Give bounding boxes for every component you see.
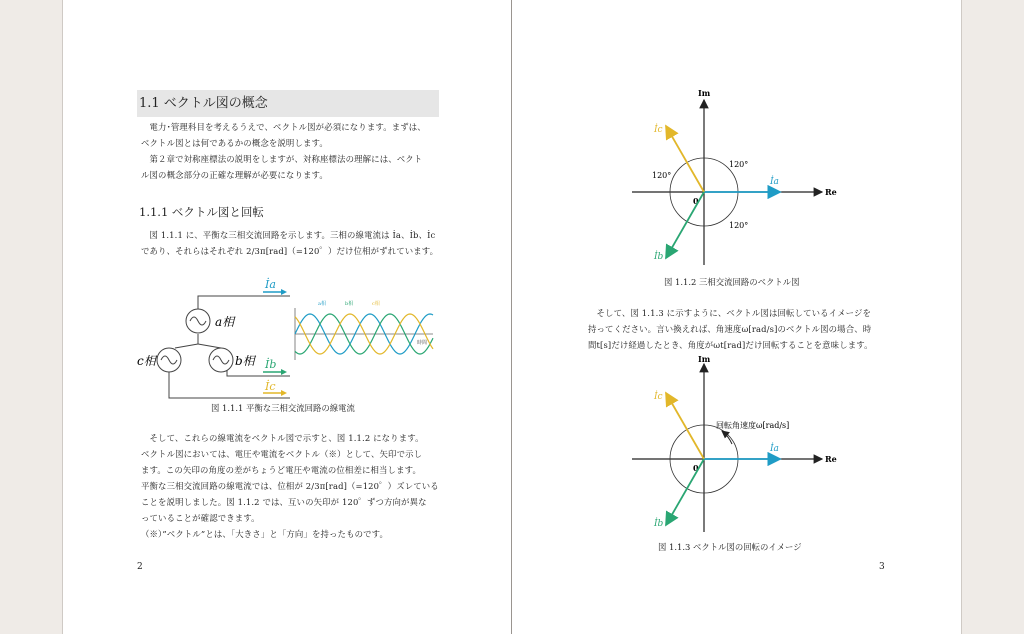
- rotation-paragraph: [588, 305, 873, 353]
- rotation-label: 回転角速度ω[rad/s]: [716, 421, 790, 430]
- wave-b-label: b相: [345, 301, 354, 307]
- intro-line: ベクトル図とは何であるかの概念を説明します。: [141, 138, 328, 148]
- body-line: ことを説明しました。図 1.1.2 では、互いの矢印が 120゜ずつ方向が異な: [141, 497, 427, 507]
- intro-line: ル図の概念部分の正確な理解が必要になります。: [141, 170, 328, 180]
- wave-a-label: a相: [318, 301, 326, 307]
- rotation-line: そして、図 1.1.3 に示すように、ベクトル図は回転しているイメージを: [588, 308, 872, 318]
- phase-b-label: b相: [235, 354, 255, 368]
- left-page: [62, 0, 512, 634]
- footnote-line: （※）”ベクトル”とは、「大きさ」と「方向」を持ったものです。: [141, 529, 389, 539]
- rotation-diagram-figure: [622, 352, 852, 537]
- body-line: ます。この矢印の角度の差がちょうど電圧や電流の位相差に相当します。: [141, 465, 421, 475]
- ia-label: İa: [770, 177, 779, 187]
- ib-label: İb: [654, 252, 664, 262]
- origin-label: 0: [693, 196, 699, 206]
- im-label: Im: [698, 354, 711, 364]
- sub-line: 図 1.1.1 に、平衡な三相交流回路を示します。三相の線電流は İa、İb、İc: [141, 230, 436, 240]
- rotation-line: 間t[s]だけ経過したとき、角度がωt[rad]だけ回転することを意味します。: [588, 340, 873, 350]
- sub-paragraph: [141, 227, 438, 259]
- figure3-caption: 図 1.1.3 ベクトル図の回転のイメージ: [658, 542, 802, 552]
- body-line: ベクトル図においては、電圧や電流をベクトル（※）として、矢印で示し: [141, 449, 423, 459]
- ic-label: İc: [654, 392, 663, 402]
- intro-line: 電力･管理科目を考えるうえで、ベクトル図が必須になります。まずは、: [141, 122, 426, 132]
- figure2-caption: 図 1.1.2 三相交流回路のベクトル図: [664, 277, 800, 287]
- wire-a: [198, 296, 290, 309]
- ib-label: İb: [654, 519, 664, 529]
- re-label: Re: [825, 454, 837, 464]
- ic-label: İc: [654, 125, 663, 135]
- angle-label-2: 120°: [652, 171, 672, 180]
- angle-label-1: 120°: [729, 160, 749, 169]
- current-c-label: İc: [265, 380, 276, 393]
- time-label: 時間: [417, 340, 428, 346]
- body-line: 平衡な三相交流回路の線電流では、位相が 2/3π[rad]（=120゜）ズレている: [141, 481, 439, 491]
- body-line: そして、これらの線電流をベクトル図で示すと、図 1.1.2 になります。: [141, 433, 424, 443]
- page-number-left: 2: [137, 562, 143, 572]
- wave-c-label: c相: [372, 301, 380, 307]
- phase-c-label: c相: [137, 354, 156, 368]
- current-b-label: İb: [265, 358, 277, 371]
- intro-line: 第２章で対称座標法の説明をしますが、対称座標法の理解には、ベクト: [141, 154, 423, 164]
- current-a-label: İa: [265, 278, 276, 291]
- figure1-caption: 図 1.1.1 平衡な三相交流回路の線電流: [211, 403, 355, 413]
- phase-a-label: a相: [215, 315, 235, 329]
- page-number-right: 3: [879, 562, 885, 572]
- subsection-title: 1.1.1 ベクトル図と回転: [139, 205, 264, 219]
- three-phase-circuit-figure: [135, 272, 445, 402]
- body-paragraph: [141, 430, 439, 542]
- angle-label-3: 120°: [729, 221, 749, 230]
- ia-label: İa: [770, 444, 779, 454]
- intro-paragraph: [141, 119, 426, 183]
- rotation-line: 持ってください。言い換えれば、角速度ω[rad/s]のベクトル図の場合、時: [588, 324, 872, 334]
- re-label: Re: [825, 187, 837, 197]
- right-page: [512, 0, 962, 634]
- vector-diagram-figure: [622, 85, 852, 270]
- body-line: っていることが確認できます。: [141, 513, 260, 523]
- im-label: Im: [698, 88, 711, 98]
- origin-label: 0: [693, 463, 699, 473]
- sub-line: であり、それらはそれぞれ 2/3π[rad]（=120゜）だけ位相がずれています。: [141, 246, 439, 256]
- section-title: 1.1 ベクトル図の概念: [137, 90, 439, 117]
